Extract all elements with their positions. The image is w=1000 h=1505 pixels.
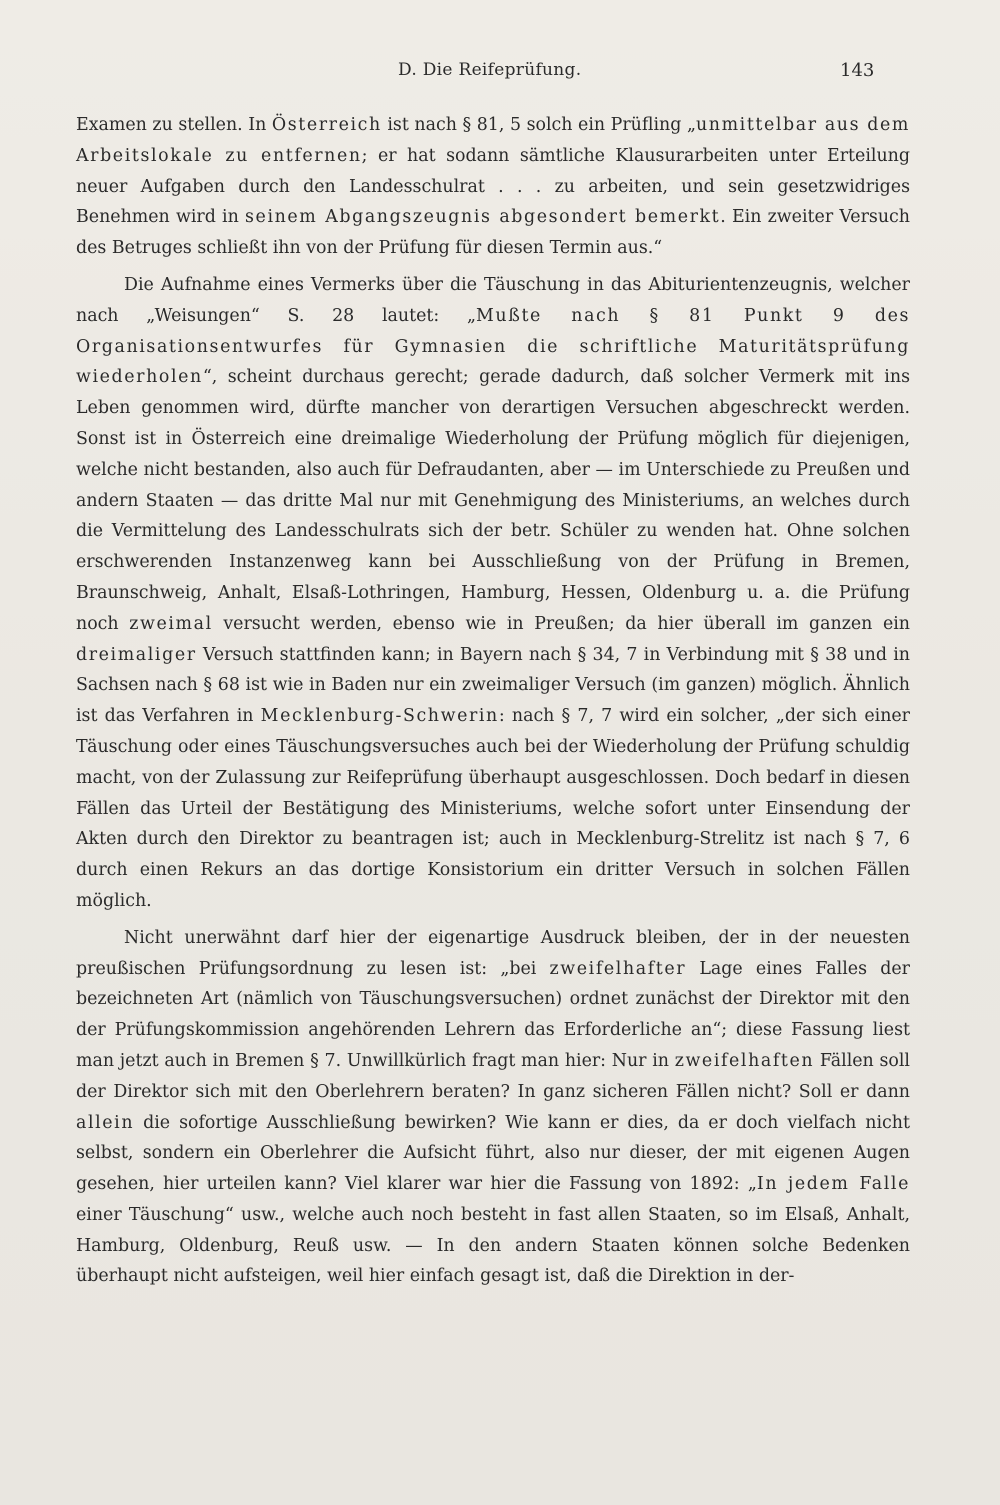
text-run: ; er hat sodann sämtliche Klausurarbeiten unter Erteilung neuer Aufgaben durch den Landesschulrat . . . zu arbeiten, und sein gesetzwidriges Benehmen wird in	[76, 145, 910, 228]
emphasized-text: dreimaliger	[76, 644, 197, 665]
text-run: Examen zu stellen. In	[76, 115, 272, 135]
emphasized-text: Mecklenburg-Schwerin	[260, 706, 499, 727]
emphasized-text: allein	[76, 1112, 135, 1133]
page-number: 143	[840, 60, 875, 81]
text-run: versucht werden, ebenso wie in Preußen; da hier überall im ganzen ein	[212, 613, 910, 634]
emphasized-text: zweimal	[129, 613, 213, 634]
emphasized-text: Mußte nach § 81 Punkt 9 des Organisationsentwurfes für Gymnasien die schriftliche Maturitätsprüfung wiederholen	[76, 305, 910, 388]
emphasized-text: Österreich	[271, 115, 382, 135]
paragraph-2	[76, 270, 910, 917]
text-run: Versuch stattfinden kann; in Bayern nach § 34, 7 in Verbindung mit § 38 und in Sachsen nach § 68 ist wie in Baden nur ein zweimaliger Versuch (im ganzen) möglich. Ähnlich ist das Verfahren in	[76, 644, 910, 727]
text-run: : nach § 7, 7 wird ein solcher, „der sich einer Täuschung oder eines Täuschungsversuches auch bei der Wiederholung der Prüfung schuldig macht, von der Zulassung zur Reifeprüfung überhaupt ausgeschlossen. Doch bedarf in diesen Fällen das Urteil der Bestätigung des Ministeriums, welche sofort unter Einsendung der Akten durch den Direktor zu beantragen ist; auch in Mecklenburg-Strelitz ist nach § 7, 6 durch einen Rekurs an das dortige Konsistorium ein dritter Versuch in solchen Fällen möglich.	[76, 706, 910, 911]
text-run: “, scheint durchaus gerecht; gerade dadurch, daß solcher Vermerk mit ins Leben genommen wird, dürfte mancher von derartigen Versuchen abgeschreckt werden. Sonst ist in Österreich eine dreimalige Wiederholung der Prüfung möglich für diejenigen, welche nicht bestanden, also auch für Defraudanten, aber — im Unterschiede zu Preußen und andern Staaten — das dritte Mal nur mit Genehmigung des Ministeriums, an welches durch die Vermittelung des Landesschulrats sich der betr. Schüler zu wenden hat. Ohne solchen erschwerenden Instanzenweg kann bei Ausschließung von der Prüfung in Bremen, Braunschweig, Anhalt, Elsaß-Lothringen, Hamburg, Hessen, Oldenburg u. a. die Prüfung noch	[76, 367, 910, 634]
emphasized-text: zweifelhaften	[674, 1050, 815, 1071]
text-run: die sofortige Ausschließung bewirken? Wie kann er dies, da er doch vielfach nicht selbst, sondern ein Oberlehrer die Aufsicht führt, also nur dieser, der mit eigenen Augen gesehen, hier urteilen kann? Viel klarer war hier die Fassung von 1892: „	[76, 1112, 910, 1195]
emphasized-text: unmittelbar aus dem Arbeitslokale zu entfernen	[76, 115, 911, 166]
text-run: ist nach § 81, 5 solch ein Prüfling „	[381, 115, 696, 135]
body-text	[76, 110, 910, 1292]
paragraph-3	[76, 923, 910, 1293]
emphasized-text: In jedem Falle	[756, 1174, 910, 1195]
paragraph-1	[76, 110, 910, 264]
text-run: Die Aufnahme eines Vermerks über die Täuschung in das Abiturientenzeugnis, welcher nach „Weisungen“ S. 28 lautet: „	[76, 274, 910, 326]
text-run: . Ein zweiter Versuch des Betruges schließt ihn von der Prüfung für diesen Termin aus.“	[76, 207, 910, 259]
running-head: D. Die Reifeprüfung.	[398, 60, 582, 80]
text-run: einer Täuschung“ usw., welche auch noch besteht in fast allen Staaten, so im Elsaß, Anhalt, Hamburg, Oldenburg, Reuß usw. — In den andern Staaten können solche Bedenken überhaupt nicht aufsteigen, weil hier einfach gesagt ist, daß die Direktion in der-	[76, 1204, 910, 1287]
text-run: Lage eines Falles der bezeichneten Art (nämlich von Täuschungsversuchen) ordnet zunächst der Direktor mit den der Prüfungskommission angehörenden Lehrern das Erforderliche an“; diese Fassung liest man jetzt auch in Bremen § 7. Unwillkürlich fragt man hier: Nur in	[76, 958, 910, 1071]
text-run: Nicht unerwähnt darf hier der eigenartige Ausdruck bleiben, der in der neuesten preußischen Prüfungsordnung zu lesen ist: „bei	[76, 927, 910, 979]
emphasized-text: seinem Abgangszeugnis abgesondert bemerkt	[245, 207, 721, 228]
text-run: Fällen soll der Direktor sich mit den Oberlehrern beraten? In ganz sicheren Fällen nicht? Soll er dann	[76, 1050, 910, 1102]
page-header	[0, 60, 1000, 88]
emphasized-text: zweifelhafter	[549, 958, 687, 979]
